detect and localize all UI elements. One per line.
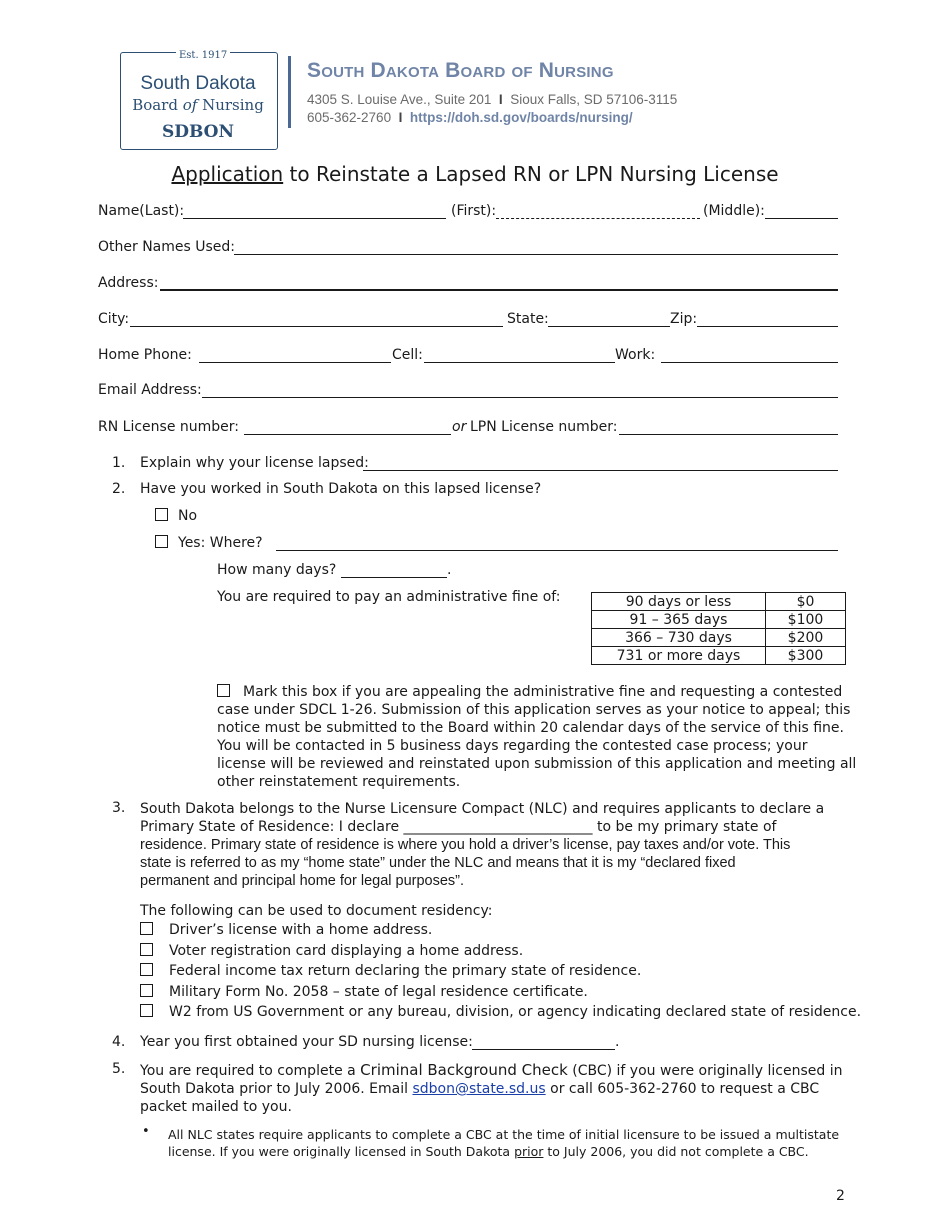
city-field[interactable] [130, 326, 503, 327]
q1-label: Explain why your license lapsed: [140, 455, 369, 471]
q5-number: 5. [112, 1061, 126, 1077]
q4-label: Year you first obtained your SD nursing license: [140, 1034, 473, 1050]
website-link[interactable]: https://doh.sd.gov/boards/nursing/ [409, 110, 633, 125]
email-link[interactable]: sdbon@state.sd.us [412, 1081, 546, 1097]
rn-license-field[interactable] [244, 434, 451, 435]
rn-license-label: RN License number: [98, 419, 239, 435]
q3-docs-intro: The following can be used to document residency: [140, 903, 493, 919]
doc-checkbox-4[interactable] [140, 984, 153, 997]
name-middle-field[interactable] [765, 218, 838, 219]
q4-number: 4. [112, 1034, 126, 1050]
fine-amount-cell: $100 [766, 611, 846, 629]
org-name: South Dakota Board of Nursing [307, 59, 614, 82]
home-phone-field[interactable] [199, 362, 391, 363]
q2-where-field[interactable] [276, 550, 838, 551]
or-label: or [452, 419, 467, 435]
email-field[interactable] [202, 397, 838, 398]
org-address: 4305 S. Louise Ave., Suite 201 I Sioux Falls, SD 57106-3115 [307, 92, 678, 107]
doc-checkbox-5[interactable] [140, 1004, 153, 1017]
fine-table-row [592, 647, 846, 665]
fine-table [591, 592, 846, 665]
q2-yes-checkbox[interactable] [155, 535, 168, 548]
org-contact: 605-362-2760 I https://doh.sd.gov/boards/nursing/ [307, 110, 633, 125]
q2-days-end: . [447, 562, 452, 578]
fine-table-row [592, 629, 846, 647]
q3-docs-list: Driver’s license with a home address. Voter registration card displaying a home address. Federal income tax return declaring the primary state of residence. Military Form No. 2058 – state of legal residence certificate. W2 from US Government or any bureau, division, or agency indicating declared state of residence. [140, 920, 861, 1023]
fine-period-cell: 366 – 730 days [592, 629, 766, 647]
work-field[interactable] [661, 362, 838, 363]
lpn-license-field[interactable] [619, 434, 838, 435]
q2-number: 2. [112, 481, 126, 497]
logo-est: Est. 1917 [176, 50, 230, 61]
doc-checkbox-3[interactable] [140, 963, 153, 976]
doc-checkbox-2[interactable] [140, 943, 153, 956]
page-title: Application to Reinstate a Lapsed RN or LPN Nursing License [171, 162, 779, 186]
zip-label: Zip: [670, 311, 698, 327]
page-number: 2 [836, 1188, 845, 1204]
q3-paragraph: South Dakota belongs to the Nurse Licensure Compact (NLC) and requires applicants to declare a Primary State of Residence: I declare ___________________________ to be my primary state of residence. Primary state of residence is where you hold a driver’s license, pay taxes and/or vote. This state is referred to as my “home state” under the NLC and means that it is my “declared fixed permanent and principal home for legal purposes”. [140, 801, 825, 889]
q2-fine-label: You are required to pay an administrative fine of: [217, 589, 561, 605]
q4-end: . [615, 1034, 620, 1050]
fine-amount-cell: $200 [766, 629, 846, 647]
name-first-field[interactable] [496, 218, 700, 219]
header-divider [288, 56, 291, 128]
other-names-field[interactable] [234, 254, 838, 255]
logo-abbr: SDBON [161, 122, 235, 142]
state-label: State: [507, 311, 549, 327]
q4-field[interactable] [472, 1049, 615, 1050]
q5-paragraph: You are required to complete a Criminal Background Check (CBC) if you were originally licensed in South Dakota prior to July 2006. Email sdbon@state.sd.us or call 605-362-2760 to request a CBC packet mailed to you. [140, 1061, 843, 1115]
address-field[interactable] [160, 289, 838, 291]
name-last-label: Name(Last): [98, 203, 185, 219]
q1-number: 1. [112, 455, 126, 471]
home-phone-label: Home Phone: [98, 347, 192, 363]
work-label: Work: [615, 347, 656, 363]
doc-checkbox-1[interactable] [140, 922, 153, 935]
logo-line2: Board of Nursing [132, 96, 264, 114]
fine-amount-cell: $0 [766, 593, 846, 611]
cbc-bullet: All NLC states require applicants to complete a CBC at the time of initial licensure to be issued a multistate license. If you were originally licensed in South Dakota prior to July 2006, you did not complete a CBC. [168, 1127, 840, 1159]
address-label: Address: [98, 275, 159, 291]
cell-label: Cell: [392, 347, 423, 363]
other-names-label: Other Names Used: [98, 239, 236, 255]
fine-table-row [592, 593, 846, 611]
name-middle-label: (Middle): [703, 203, 765, 219]
bullet-icon: • [142, 1124, 150, 1139]
cell-field[interactable] [424, 362, 615, 363]
q2-days-label: How many days? [217, 562, 337, 578]
q3-number: 3. [112, 800, 126, 816]
fine-period-cell: 90 days or less [592, 593, 766, 611]
q2-yes-option[interactable]: Yes: Where? [155, 535, 263, 551]
logo-line1: South Dakota [140, 73, 256, 94]
fine-period-cell: 731 or more days [592, 647, 766, 665]
lpn-license-label: LPN License number: [470, 419, 618, 435]
appeal-checkbox[interactable] [217, 684, 230, 697]
zip-field[interactable] [697, 326, 838, 327]
q1-field[interactable] [363, 470, 838, 471]
appeal-paragraph: Mark this box if you are appealing the administrative fine and requesting a contested case under SDCL 1-26. Submission of this application serves as your notice to appeal; this notice must be submitted to the Board within 20 calendar days of the service of this fine. You will be contacted in 5 business days regarding the contested case process; your license will be reviewed and reinstated upon submission of this application and meeting all other reinstatement requirements. [217, 684, 857, 790]
email-label: Email Address: [98, 382, 202, 398]
state-field[interactable] [548, 326, 670, 327]
q2-days-field[interactable] [341, 577, 447, 578]
q2-no-checkbox[interactable] [155, 508, 168, 521]
fine-period-cell: 91 – 365 days [592, 611, 766, 629]
fine-table-row [592, 611, 846, 629]
city-label: City: [98, 311, 130, 327]
name-first-label: (First): [451, 203, 497, 219]
q2-label: Have you worked in South Dakota on this lapsed license? [140, 481, 542, 497]
q2-no-option[interactable]: No [155, 508, 197, 524]
name-last-field[interactable] [183, 218, 446, 219]
fine-amount-cell: $300 [766, 647, 846, 665]
